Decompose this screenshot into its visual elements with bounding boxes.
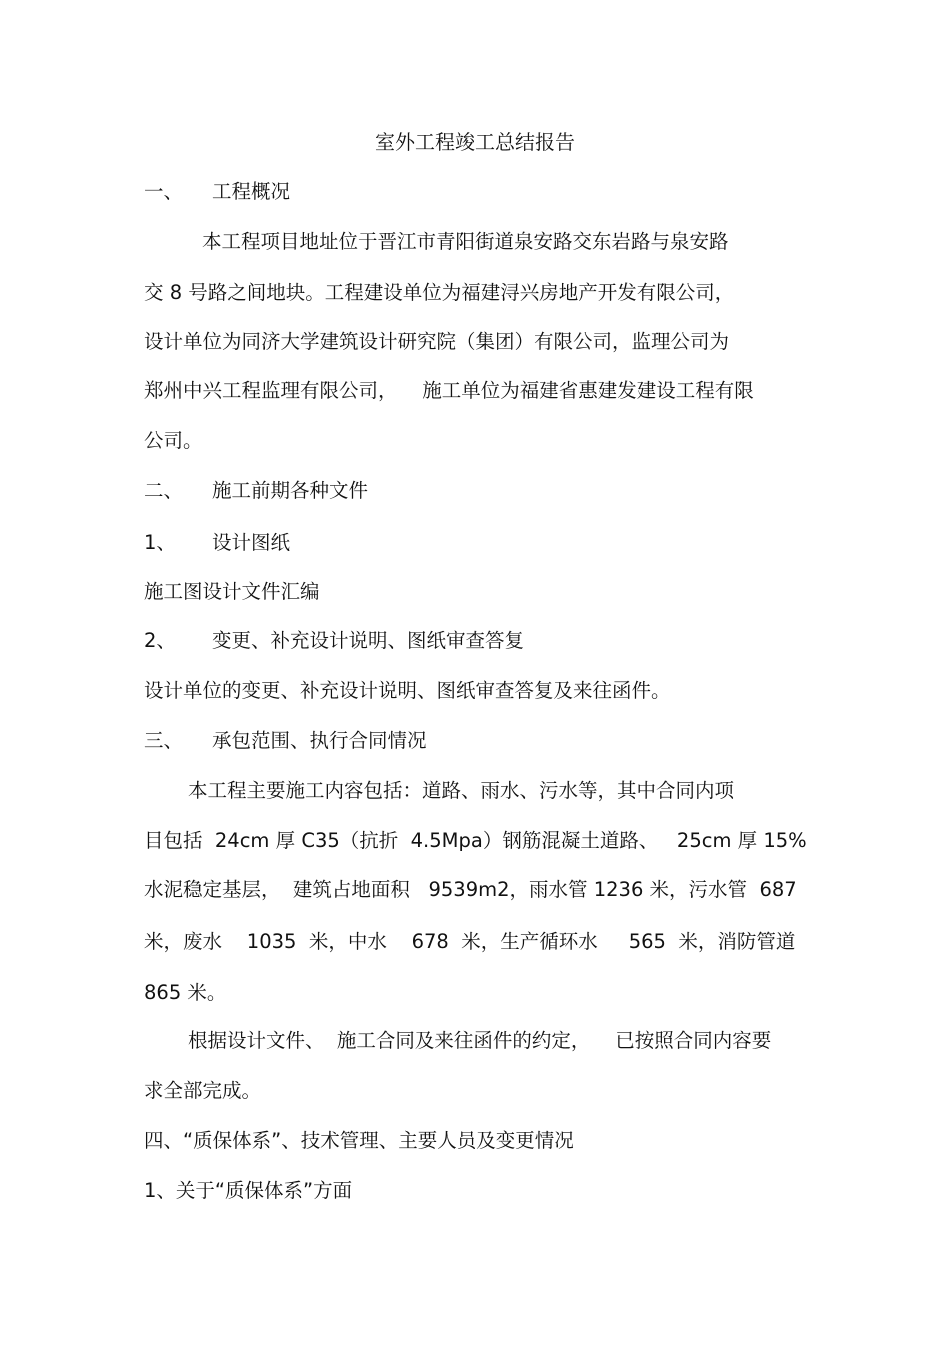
paragraph-line: 865 米。 xyxy=(144,981,227,1004)
subsection-4-1-heading: 1、关于“质保体系”方面 xyxy=(144,1179,353,1202)
section-title: 工程概况 xyxy=(212,180,291,203)
paragraph-line: 公司。 xyxy=(144,429,203,452)
paragraph-line: 郑州中兴工程监理有限公司， 施工单位为福建省惠建发建设工程有限 xyxy=(144,379,754,402)
paragraph-line: 目包括 24cm 厚 C35（抗折 4.5Mpa）钢筋混凝土道路、 25cm 厚 15% xyxy=(144,829,807,852)
section-3-heading xyxy=(144,728,427,754)
paragraph-line: 交 8 号路之间地块。工程建设单位为福建浔兴房地产开发有限公司， xyxy=(144,281,735,304)
section-title: 承包范围、执行合同情况 xyxy=(212,729,427,752)
paragraph-line: 设计单位为同济大学建筑设计研究院（集团）有限公司，监理公司为 xyxy=(144,330,730,353)
section-2-heading xyxy=(144,478,368,504)
paragraph-line: 求全部完成。 xyxy=(144,1079,262,1102)
section-number: 一、 xyxy=(144,180,184,203)
subsection-title: 设计图纸 xyxy=(212,531,291,554)
paragraph-line: 米，废水 1035 米，中水 678 米，生产循环水 565 米，消防管道 xyxy=(144,930,796,953)
section-number: 二、 xyxy=(144,479,184,502)
section-number: 三、 xyxy=(144,729,184,752)
subsection-number: 1、 xyxy=(144,531,176,554)
page-title: 室外工程竣工总结报告 xyxy=(375,130,575,154)
paragraph-line: 本工程主要施工内容包括：道路、雨水、污水等，其中合同内项 xyxy=(188,779,735,802)
section-1-heading xyxy=(144,179,290,205)
section-title: 施工前期各种文件 xyxy=(212,479,369,502)
subsection-2-2-heading xyxy=(144,628,524,654)
subsection-number: 2、 xyxy=(144,629,176,652)
section-4-heading: 四、“质保体系”、技术管理、主要人员及变更情况 xyxy=(144,1129,574,1152)
subsection-2-1-heading xyxy=(144,530,290,556)
subsection-text: 施工图设计文件汇编 xyxy=(144,580,320,603)
paragraph-line: 水泥稳定基层， 建筑占地面积 9539m2，雨水管 1236 米，污水管 687 xyxy=(144,878,797,901)
subsection-text: 设计单位的变更、补充设计说明、图纸审查答复及来往函件。 xyxy=(144,679,671,702)
paragraph-line: 根据设计文件、 施工合同及来往函件的约定， 已按照合同内容要 xyxy=(188,1029,772,1052)
paragraph-line: 本工程项目地址位于晋江市青阳街道泉安路交东岩路与泉安路 xyxy=(202,230,729,253)
subsection-title: 变更、补充设计说明、图纸审查答复 xyxy=(212,629,525,652)
